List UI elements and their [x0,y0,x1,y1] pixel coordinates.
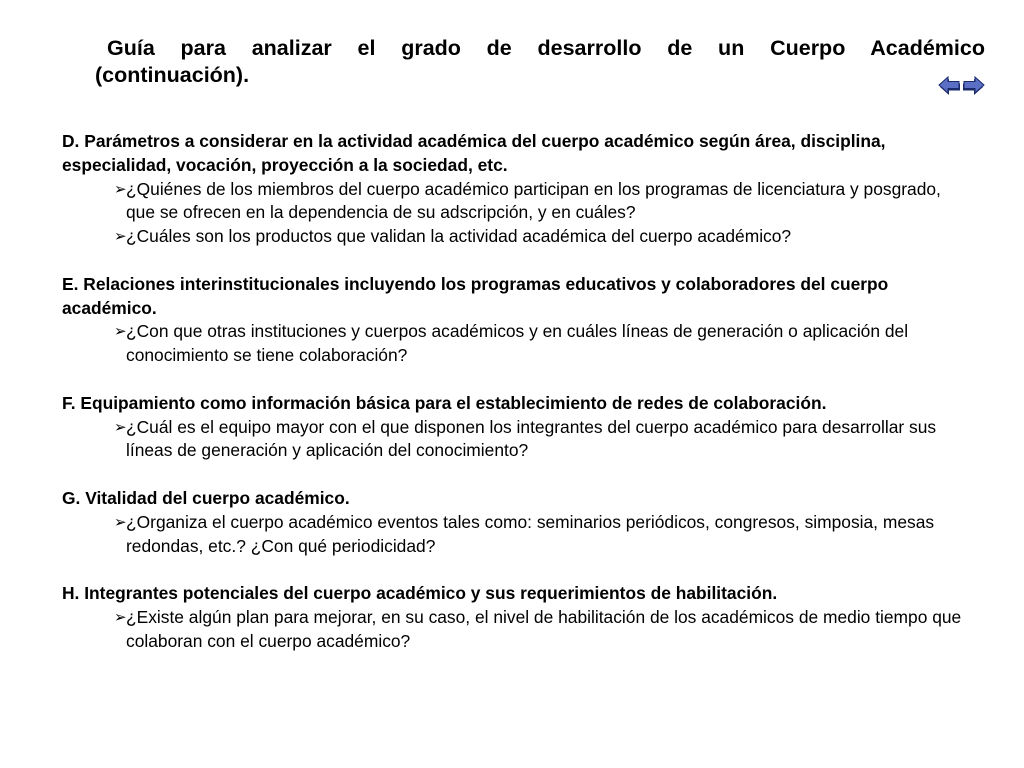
page-title [95,35,985,89]
arrow-bullet-icon: ➢ [114,323,127,341]
page-title-line-1: Guía para analizar el grado de desarrollo de un Cuerpo Académico [107,36,985,60]
list-item-text: ¿Quiénes de los miembros del cuerpo académico participan en los programas de licenciatura y posgrado, que se ofrecen en la dependencia de su adscripción, y en cuáles? [126,178,941,223]
list-item [62,225,972,249]
list-item-text: ¿Cuál es el equipo mayor con el que disponen los integrantes del cuerpo académico para desarrollar sus líneas de generación y aplicación del conocimiento? [126,416,937,461]
section-heading: F. Equipamiento como información básica para el establecimiento de redes de colaboración. [62,392,827,413]
list-item-text: ¿Existe algún plan para mejorar, en su caso, el nivel de habilitación de los académicos de medio tiempo que colaboran con el cuerpo académico? [126,606,962,651]
section-g [62,487,972,558]
list-item-text: ¿Cuáles son los productos que validan la actividad académica del cuerpo académico? [126,226,792,247]
section-h [62,582,972,653]
list-item [62,606,972,654]
section-heading: H. Integrantes potenciales del cuerpo académico y sus requerimientos de habilitación. [62,583,778,604]
list-item [62,178,972,226]
arrow-bullet-icon: ➢ [114,513,127,531]
section-heading: G. Vitalidad del cuerpo académico. [62,487,350,508]
section-f [62,392,972,463]
section-heading: E. Relaciones interinstitucionales incluyendo los programas educativos y colaboradores del cuerpo académico. [62,273,889,318]
arrow-bullet-icon: ➢ [114,608,127,626]
arrow-bullet-icon: ➢ [114,180,127,198]
section-e [62,273,972,368]
section-heading: D. Parámetros a considerar en la actividad académica del cuerpo académico según área, disciplina, especialidad, vocación, proyección a la sociedad, etc. [62,131,886,175]
back-arrow-icon[interactable] [938,75,962,97]
arrow-bullet-icon: ➢ [114,228,127,246]
list-item [62,416,972,464]
page-title-line-2: (continuación). [95,63,250,87]
list-item [62,511,972,559]
navigation-arrows [938,75,986,97]
forward-arrow-icon[interactable] [961,75,985,97]
list-item-text: ¿Organiza el cuerpo académico eventos tales como: seminarios periódicos, congresos, simposia, mesas redondas, etc.? ¿Con qué periodicidad? [126,511,935,556]
list-item-text: ¿Con que otras instituciones y cuerpos académicos y en cuáles líneas de generación o aplicación del conocimiento se tiene colaboración? [126,321,909,366]
arrow-bullet-icon: ➢ [114,418,127,436]
content-body [62,130,972,677]
list-item [62,320,972,368]
section-d [62,130,972,249]
